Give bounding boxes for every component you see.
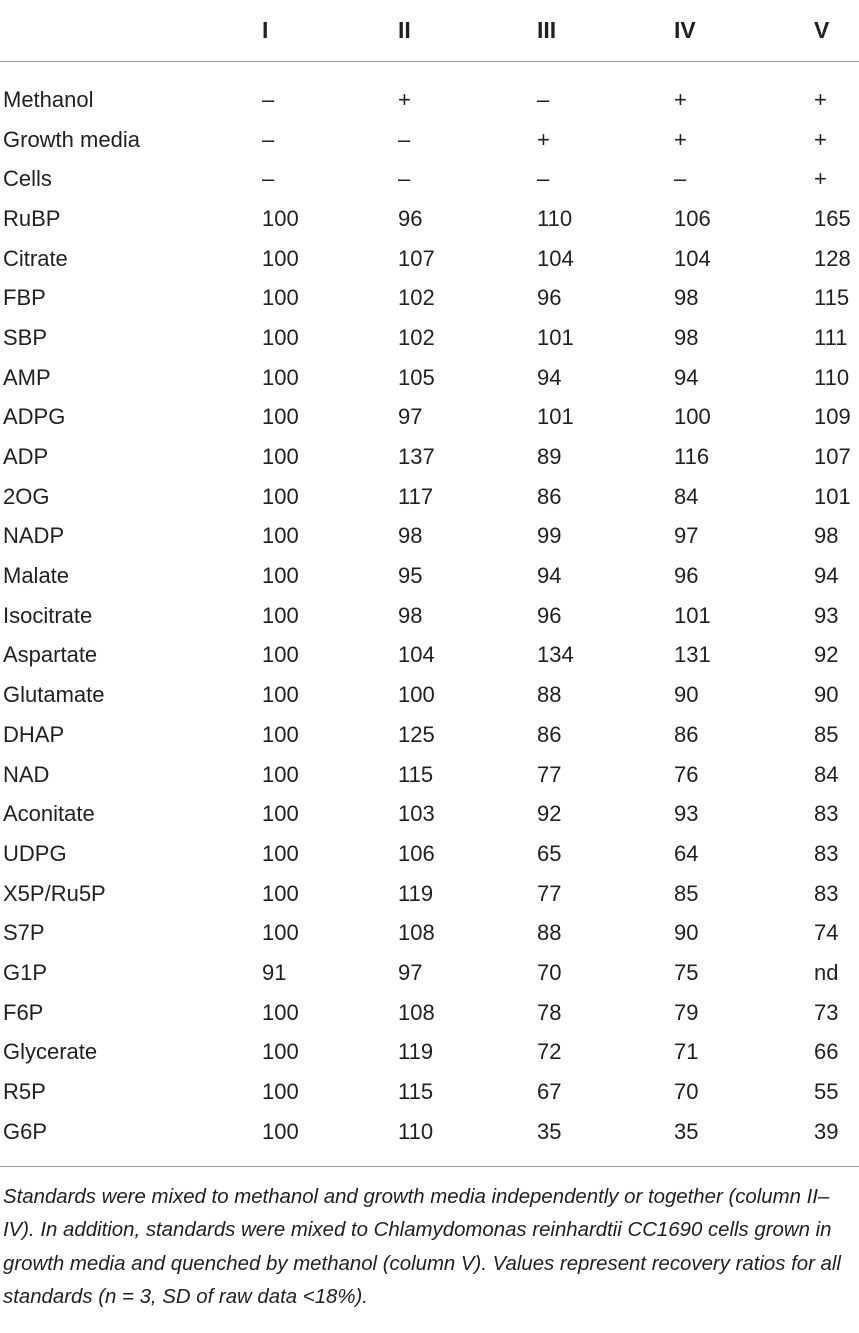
table-row <box>0 437 859 477</box>
table-row <box>0 675 859 715</box>
value-cell: 88 <box>537 920 562 946</box>
value-cell: 117 <box>398 483 434 509</box>
value-cell: 90 <box>814 682 839 708</box>
header-cell-II: II <box>398 17 411 43</box>
row-label-cell: FBP <box>3 285 46 311</box>
value-cell: 77 <box>537 880 562 906</box>
row-label-cell: Aspartate <box>3 642 98 668</box>
value-cell: 39 <box>814 1118 839 1144</box>
value-cell: 85 <box>674 880 699 906</box>
value-cell: – <box>262 166 275 192</box>
row-label-cell: AMP <box>3 364 51 390</box>
value-cell: 125 <box>398 721 435 747</box>
value-cell: + <box>674 86 687 112</box>
value-cell: 97 <box>398 959 423 985</box>
row-label-cell: G1P <box>3 959 48 985</box>
table-row <box>0 517 859 557</box>
value-cell: 115 <box>814 285 850 311</box>
value-cell: 106 <box>398 840 435 866</box>
row-label-cell: Glycerate <box>3 1039 98 1065</box>
value-cell: 100 <box>262 602 299 628</box>
row-label-cell: R5P <box>3 1079 46 1105</box>
value-cell: + <box>814 166 827 192</box>
value-cell: 96 <box>537 285 562 311</box>
value-cell: 85 <box>814 721 839 747</box>
value-cell: nd <box>814 959 839 985</box>
value-cell: 72 <box>537 1039 562 1065</box>
value-cell: 67 <box>537 1079 562 1105</box>
value-cell: 83 <box>814 880 839 906</box>
value-cell: 108 <box>398 999 435 1025</box>
value-cell: 106 <box>674 205 711 231</box>
row-label-cell: DHAP <box>3 721 65 747</box>
value-cell: 98 <box>674 285 699 311</box>
table-row <box>0 794 859 834</box>
row-label-cell: Aconitate <box>3 801 95 827</box>
table-row <box>0 1033 859 1073</box>
value-cell: 84 <box>814 761 839 787</box>
value-cell: 100 <box>262 523 299 549</box>
value-cell: 116 <box>674 444 710 470</box>
value-cell: 115 <box>398 1079 434 1105</box>
table-row <box>0 596 859 636</box>
value-cell: 73 <box>814 999 839 1025</box>
row-label-cell: X5P/Ru5P <box>3 880 106 906</box>
value-cell: 115 <box>398 761 434 787</box>
value-cell: – <box>674 166 687 192</box>
value-cell: – <box>398 166 411 192</box>
table-body <box>0 62 859 1167</box>
value-cell: 110 <box>814 364 850 390</box>
value-cell: 110 <box>537 205 573 231</box>
table-row <box>0 398 859 438</box>
value-cell: 84 <box>674 483 699 509</box>
value-cell: 128 <box>814 245 851 271</box>
value-cell: 96 <box>674 563 699 589</box>
table-row <box>0 755 859 795</box>
value-cell: – <box>262 86 275 112</box>
value-cell: 119 <box>398 1039 434 1065</box>
header-cell-V: V <box>814 17 830 43</box>
value-cell: 101 <box>814 483 851 509</box>
row-label-cell: NAD <box>3 761 50 787</box>
value-cell: 131 <box>674 642 711 668</box>
value-cell: 83 <box>814 801 839 827</box>
table-row <box>0 834 859 874</box>
row-label-cell: RuBP <box>3 205 61 231</box>
value-cell: 109 <box>814 404 851 430</box>
value-cell: – <box>398 126 411 152</box>
value-cell: 93 <box>674 801 699 827</box>
value-cell: 96 <box>398 205 423 231</box>
value-cell: 107 <box>814 444 851 470</box>
value-cell: 77 <box>537 761 562 787</box>
value-cell: 75 <box>674 959 699 985</box>
value-cell: 70 <box>674 1079 699 1105</box>
value-cell: 100 <box>262 324 299 350</box>
value-cell: 98 <box>674 324 699 350</box>
value-cell: 98 <box>814 523 839 549</box>
value-cell: 97 <box>674 523 699 549</box>
table-row <box>0 318 859 358</box>
value-cell: 108 <box>398 920 435 946</box>
row-label-cell: 2OG <box>3 483 50 509</box>
value-cell: 86 <box>674 721 699 747</box>
value-cell: 89 <box>537 444 562 470</box>
value-cell: 105 <box>398 364 435 390</box>
value-cell: 102 <box>398 285 435 311</box>
table-row <box>0 556 859 596</box>
value-cell: 78 <box>537 999 562 1025</box>
value-cell: 97 <box>398 404 423 430</box>
value-cell: 100 <box>262 840 299 866</box>
table-row <box>0 636 859 676</box>
value-cell: 88 <box>537 682 562 708</box>
value-cell: 119 <box>398 880 434 906</box>
value-cell: 100 <box>262 761 299 787</box>
value-cell: 104 <box>674 245 711 271</box>
table-row <box>0 80 859 120</box>
table-footnote: Standards were mixed to methanol and growth media independently or together (column II–IV). In addition, standards were mixed to Chlamydomonas reinhardtii CC1690 cells grown in growth media and quenched by methanol (column V). Values represent recovery ratios for all standards (n = 3, SD of raw data <18%). <box>3 1185 841 1309</box>
value-cell: 94 <box>674 364 699 390</box>
value-cell: 86 <box>537 721 562 747</box>
value-cell: 100 <box>262 642 299 668</box>
value-cell: 83 <box>814 840 839 866</box>
value-cell: + <box>537 126 550 152</box>
value-cell: 92 <box>537 801 562 827</box>
value-cell: 86 <box>537 483 562 509</box>
value-cell: 55 <box>814 1079 839 1105</box>
value-cell: 35 <box>674 1118 699 1144</box>
value-cell: 111 <box>814 324 848 350</box>
table-row <box>0 1112 859 1152</box>
value-cell: 65 <box>537 840 562 866</box>
value-cell: 101 <box>537 404 574 430</box>
value-cell: 71 <box>674 1039 699 1065</box>
value-cell: 100 <box>262 563 299 589</box>
header-cell-I: I <box>262 17 269 43</box>
value-cell: 79 <box>674 999 699 1025</box>
value-cell: 100 <box>262 285 299 311</box>
value-cell: 91 <box>262 959 287 985</box>
row-label-cell: ADP <box>3 444 49 470</box>
value-cell: 100 <box>262 364 299 390</box>
value-cell: 74 <box>814 920 839 946</box>
value-cell: 92 <box>814 642 839 668</box>
row-label-cell: Methanol <box>3 86 94 112</box>
table-row <box>0 239 859 279</box>
value-cell: 100 <box>262 245 299 271</box>
table-row <box>0 913 859 953</box>
value-cell: + <box>814 126 827 152</box>
value-cell: 100 <box>262 444 299 470</box>
row-label-cell: UDPG <box>3 840 67 866</box>
row-label-cell: Cells <box>3 166 52 192</box>
value-cell: 94 <box>814 563 839 589</box>
value-cell: – <box>537 166 550 192</box>
row-label-cell: S7P <box>3 920 45 946</box>
value-cell: 101 <box>674 602 711 628</box>
value-cell: + <box>398 86 411 112</box>
value-cell: 90 <box>674 920 699 946</box>
row-label-cell: F6P <box>3 999 44 1025</box>
value-cell: – <box>537 86 550 112</box>
value-cell: 100 <box>262 1118 299 1144</box>
value-cell: 98 <box>398 523 423 549</box>
table-row <box>0 874 859 914</box>
row-label-cell: NADP <box>3 523 65 549</box>
table-row <box>0 715 859 755</box>
value-cell: 110 <box>398 1118 434 1144</box>
value-cell: + <box>814 86 827 112</box>
value-cell: 102 <box>398 324 435 350</box>
value-cell: 35 <box>537 1118 562 1144</box>
row-label-cell: Glutamate <box>3 682 105 708</box>
table-row <box>0 993 859 1033</box>
table-row <box>0 953 859 993</box>
value-cell: 90 <box>674 682 699 708</box>
value-cell: 76 <box>674 761 699 787</box>
value-cell: 98 <box>398 602 423 628</box>
row-label-cell: Citrate <box>3 245 68 271</box>
value-cell: 100 <box>262 801 299 827</box>
value-cell: 100 <box>262 721 299 747</box>
table-row <box>0 358 859 398</box>
value-cell: 104 <box>537 245 574 271</box>
row-label-cell: ADPG <box>3 404 66 430</box>
value-cell: 100 <box>262 205 299 231</box>
table-row <box>0 159 859 199</box>
value-cell: 137 <box>398 444 435 470</box>
value-cell: 103 <box>398 801 435 827</box>
table-row <box>0 477 859 517</box>
value-cell: 165 <box>814 205 851 231</box>
value-cell: 93 <box>814 602 839 628</box>
value-cell: 99 <box>537 523 562 549</box>
value-cell: 134 <box>537 642 574 668</box>
value-cell: 94 <box>537 563 562 589</box>
table-header-row <box>0 0 859 62</box>
value-cell: 100 <box>262 999 299 1025</box>
value-cell: 96 <box>537 602 562 628</box>
value-cell: 94 <box>537 364 562 390</box>
value-cell: 107 <box>398 245 435 271</box>
header-cell-III: III <box>537 17 557 43</box>
value-cell: 100 <box>262 1039 299 1065</box>
table-row <box>0 1072 859 1112</box>
value-cell: 101 <box>537 324 574 350</box>
value-cell: 100 <box>262 404 299 430</box>
row-label-cell: Malate <box>3 563 70 589</box>
value-cell: – <box>262 126 275 152</box>
row-label-cell: G6P <box>3 1118 48 1144</box>
row-label-cell: Growth media <box>3 126 140 152</box>
value-cell: 66 <box>814 1039 839 1065</box>
value-cell: 104 <box>398 642 435 668</box>
value-cell: 95 <box>398 563 423 589</box>
value-cell: 70 <box>537 959 562 985</box>
table-row <box>0 278 859 318</box>
value-cell: 100 <box>262 1079 299 1105</box>
value-cell: 100 <box>674 404 711 430</box>
value-cell: 100 <box>262 483 299 509</box>
table-row <box>0 120 859 160</box>
row-label-cell: SBP <box>3 324 48 350</box>
header-cell-IV: IV <box>674 17 696 43</box>
value-cell: 100 <box>398 682 435 708</box>
table-row <box>0 199 859 239</box>
value-cell: 100 <box>262 880 299 906</box>
value-cell: + <box>674 126 687 152</box>
value-cell: 64 <box>674 840 699 866</box>
row-label-cell: Isocitrate <box>3 602 93 628</box>
value-cell: 100 <box>262 920 299 946</box>
value-cell: 100 <box>262 682 299 708</box>
